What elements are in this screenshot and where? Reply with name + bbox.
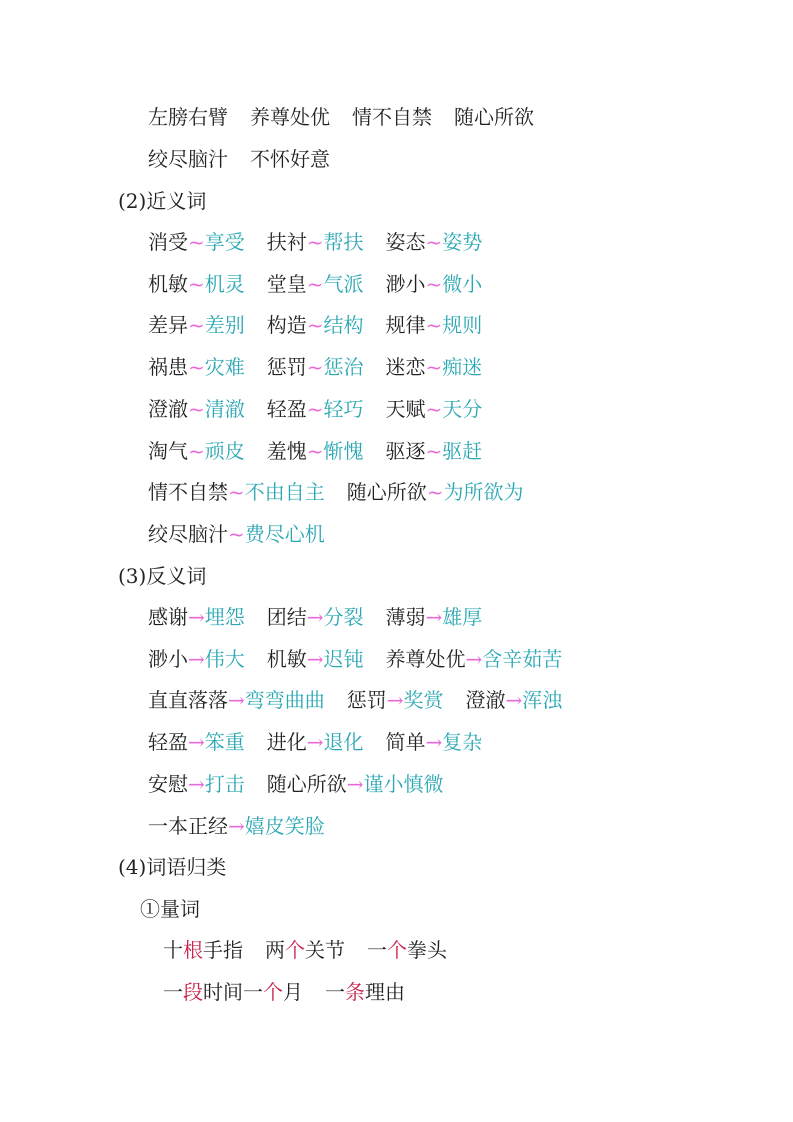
synonym-row — [148, 437, 504, 465]
synonym-pair — [267, 228, 364, 256]
term: 堂皇 — [266, 271, 307, 296]
term: 姿态 — [385, 230, 426, 254]
answer: 机灵 — [204, 271, 245, 296]
answer: 雄厚 — [442, 605, 483, 629]
term: 机敏 — [266, 646, 307, 671]
antonym-separator: → — [465, 646, 483, 671]
term: 羞愧 — [266, 438, 307, 463]
antonym-separator: → — [306, 605, 324, 629]
measure-phrase — [325, 978, 405, 1006]
term: 澄澈 — [148, 396, 188, 421]
numeral: 两 — [265, 938, 285, 962]
term: 渺小 — [385, 271, 426, 296]
antonym-row — [148, 603, 504, 631]
synonym-row — [148, 311, 504, 339]
synonym-pair — [148, 478, 325, 506]
word: 不怀好意 — [250, 147, 330, 171]
synonym-pair — [267, 270, 364, 298]
answer: 笨重 — [204, 730, 245, 755]
measure-phrase — [243, 978, 303, 1006]
synonym-separator: ~ — [306, 230, 324, 254]
term: 轻盈 — [148, 730, 188, 755]
synonym-pair — [386, 228, 483, 256]
term: 惩罚 — [346, 688, 387, 713]
antonym-separator: → — [228, 688, 245, 713]
antonym-separator: → — [306, 646, 324, 671]
synonym-row — [148, 520, 347, 548]
term: 安慰 — [148, 771, 188, 796]
term: 驱逐 — [385, 438, 426, 463]
answer: 埋怨 — [204, 605, 245, 629]
term: 澄澈 — [465, 688, 506, 713]
answer: 气派 — [323, 271, 364, 296]
synonym-pair — [267, 437, 364, 465]
synonym-pair — [148, 520, 325, 548]
term: 差异 — [148, 313, 188, 338]
answer: 嬉皮笑脸 — [244, 813, 325, 838]
antonym-pair — [148, 770, 245, 798]
measure-word: 条 — [345, 980, 365, 1004]
synonym-separator: ~ — [228, 480, 245, 505]
term: 淘气 — [148, 438, 188, 463]
synonym-pair — [386, 437, 483, 465]
measure-word-row — [163, 978, 427, 1006]
top-line-1 — [148, 103, 556, 131]
answer: 灾难 — [204, 355, 245, 380]
answer: 分裂 — [323, 605, 364, 629]
answer: 不由自主 — [244, 480, 325, 505]
numeral: 一 — [367, 938, 387, 962]
term: 祸患 — [148, 355, 188, 380]
numeral: 一 — [325, 980, 345, 1004]
measure-word: 根 — [183, 938, 203, 962]
answer: 费尽心机 — [244, 521, 325, 546]
synonym-separator: ~ — [188, 396, 205, 421]
term: 天赋 — [385, 396, 426, 421]
answer: 驱赶 — [442, 438, 483, 463]
term: 迷恋 — [385, 355, 426, 380]
antonym-separator: → — [425, 605, 443, 629]
synonym-pair — [386, 270, 483, 298]
antonym-pair — [267, 603, 364, 631]
answer: 惩治 — [323, 355, 364, 380]
antonym-pair — [148, 728, 245, 756]
synonym-separator: ~ — [426, 480, 444, 505]
antonym-row — [148, 645, 584, 673]
answer: 伟大 — [204, 646, 245, 671]
synonym-pair — [148, 353, 245, 381]
antonym-pair — [148, 812, 325, 840]
measure-word: 个 — [387, 938, 407, 962]
answer: 谨小慎微 — [363, 771, 444, 796]
answer: 奖赏 — [403, 688, 444, 713]
term: 随心所欲 — [346, 480, 427, 505]
synonym-separator: ~ — [188, 355, 205, 380]
noun: 月 — [283, 980, 303, 1004]
synonym-separator: ~ — [425, 396, 443, 421]
synonym-separator: ~ — [306, 438, 324, 463]
synonym-separator: ~ — [425, 271, 443, 296]
antonym-pair — [466, 686, 563, 714]
synonym-pair — [267, 353, 364, 381]
synonym-separator: ~ — [306, 313, 324, 338]
synonym-pair — [148, 437, 245, 465]
term: 轻盈 — [266, 396, 307, 421]
measure-phrase — [367, 936, 447, 964]
term: 简单 — [385, 730, 426, 755]
measure-word: 段 — [183, 980, 203, 1004]
answer: 差别 — [204, 313, 245, 338]
answer: 微小 — [442, 271, 483, 296]
antonym-row — [148, 812, 347, 840]
noun: 手指 — [203, 938, 243, 962]
answer: 迟钝 — [323, 646, 364, 671]
numeral: 一 — [243, 980, 263, 1004]
antonym-separator: → — [386, 688, 404, 713]
answer: 退化 — [323, 730, 364, 755]
antonyms-heading: (3)反义词 — [118, 564, 207, 588]
answer: 为所欲为 — [443, 480, 524, 505]
synonym-row — [148, 228, 504, 256]
term: 机敏 — [148, 271, 188, 296]
antonym-separator: → — [188, 646, 205, 671]
synonym-separator: ~ — [425, 355, 443, 380]
antonym-separator: → — [306, 730, 324, 755]
synonym-pair — [347, 478, 524, 506]
synonym-pair — [148, 270, 245, 298]
synonym-separator: ~ — [188, 271, 205, 296]
measure-phrase — [265, 936, 345, 964]
answer: 帮扶 — [323, 230, 364, 254]
answer: 姿势 — [442, 230, 483, 254]
synonym-row — [148, 478, 546, 506]
word: 情不自禁 — [352, 105, 432, 129]
word: 绞尽脑汁 — [148, 147, 228, 171]
synonym-pair — [386, 395, 483, 423]
antonym-separator: → — [505, 688, 523, 713]
synonym-separator: ~ — [188, 313, 205, 338]
noun: 拳头 — [407, 938, 447, 962]
antonym-pair — [148, 686, 325, 714]
synonym-separator: ~ — [425, 313, 443, 338]
answer: 结构 — [323, 313, 364, 338]
term: 扶衬 — [266, 230, 307, 254]
antonym-separator: → — [188, 771, 205, 796]
term: 惩罚 — [266, 355, 307, 380]
synonym-row — [148, 395, 504, 423]
antonym-pair — [386, 728, 483, 756]
word: 养尊处优 — [250, 105, 330, 129]
term: 团结 — [266, 605, 307, 629]
term: 情不自禁 — [148, 480, 228, 505]
word: 随心所欲 — [454, 105, 534, 129]
measure-word: 个 — [263, 980, 283, 1004]
synonym-pair — [148, 395, 245, 423]
term: 养尊处优 — [385, 646, 466, 671]
antonym-pair — [267, 645, 364, 673]
term: 消受 — [148, 230, 188, 254]
answer: 弯弯曲曲 — [244, 688, 325, 713]
term: 随心所欲 — [266, 771, 347, 796]
antonym-pair — [267, 770, 444, 798]
antonym-separator: → — [228, 813, 245, 838]
answer: 痴迷 — [442, 355, 483, 380]
answer: 顽皮 — [204, 438, 245, 463]
answer: 打击 — [204, 771, 245, 796]
synonym-separator: ~ — [188, 230, 205, 254]
measure-phrase — [163, 978, 243, 1006]
synonym-separator: ~ — [188, 438, 205, 463]
term: 构造 — [266, 313, 307, 338]
synonym-separator: ~ — [306, 271, 324, 296]
antonym-separator: → — [188, 605, 205, 629]
numeral: 十 — [163, 938, 183, 962]
antonym-separator: → — [425, 730, 443, 755]
noun: 时间 — [203, 980, 243, 1004]
synonym-separator: ~ — [425, 230, 443, 254]
antonym-pair — [148, 603, 245, 631]
answer: 复杂 — [442, 730, 483, 755]
measure-word-row — [163, 936, 469, 964]
classify-subheading: ①量词 — [140, 897, 200, 921]
term: 进化 — [266, 730, 307, 755]
answer: 规则 — [442, 313, 483, 338]
synonym-pair — [386, 311, 483, 339]
antonym-row — [148, 728, 504, 756]
antonym-pair — [267, 728, 364, 756]
synonym-row — [148, 353, 504, 381]
antonym-separator: → — [188, 730, 205, 755]
synonyms-heading: (2)近义词 — [118, 189, 207, 213]
answer: 惭愧 — [323, 438, 364, 463]
antonym-row — [148, 686, 584, 714]
measure-phrase — [163, 936, 243, 964]
synonym-pair — [386, 353, 483, 381]
antonym-pair — [386, 603, 483, 631]
antonym-pair — [386, 645, 563, 673]
term: 绞尽脑汁 — [148, 521, 228, 546]
term: 规律 — [385, 313, 426, 338]
noun: 关节 — [305, 938, 345, 962]
term: 感谢 — [148, 605, 188, 629]
answer: 轻巧 — [323, 396, 364, 421]
answer: 天分 — [442, 396, 483, 421]
synonym-row — [148, 270, 504, 298]
term: 直直落落 — [148, 688, 228, 713]
answer: 浑浊 — [522, 688, 563, 713]
term: 渺小 — [148, 646, 188, 671]
synonym-separator: ~ — [306, 355, 324, 380]
term: 薄弱 — [385, 605, 426, 629]
answer: 享受 — [204, 230, 245, 254]
answer: 含辛茹苦 — [482, 646, 563, 671]
noun: 理由 — [365, 980, 405, 1004]
term: 一本正经 — [148, 813, 228, 838]
antonym-pair — [347, 686, 444, 714]
antonym-pair — [148, 645, 245, 673]
antonym-row — [148, 770, 466, 798]
synonym-pair — [148, 311, 245, 339]
measure-word: 个 — [285, 938, 305, 962]
synonym-pair — [267, 395, 364, 423]
top-line-2 — [148, 145, 352, 173]
synonym-separator: ~ — [425, 438, 443, 463]
classify-heading: (4)词语归类 — [118, 855, 227, 879]
word: 左膀右臂 — [148, 105, 228, 129]
synonym-separator: ~ — [306, 396, 324, 421]
answer: 清澈 — [204, 396, 245, 421]
antonym-separator: → — [346, 771, 364, 796]
numeral: 一 — [163, 980, 183, 1004]
synonym-pair — [148, 228, 245, 256]
synonym-separator: ~ — [228, 521, 245, 546]
synonym-pair — [267, 311, 364, 339]
